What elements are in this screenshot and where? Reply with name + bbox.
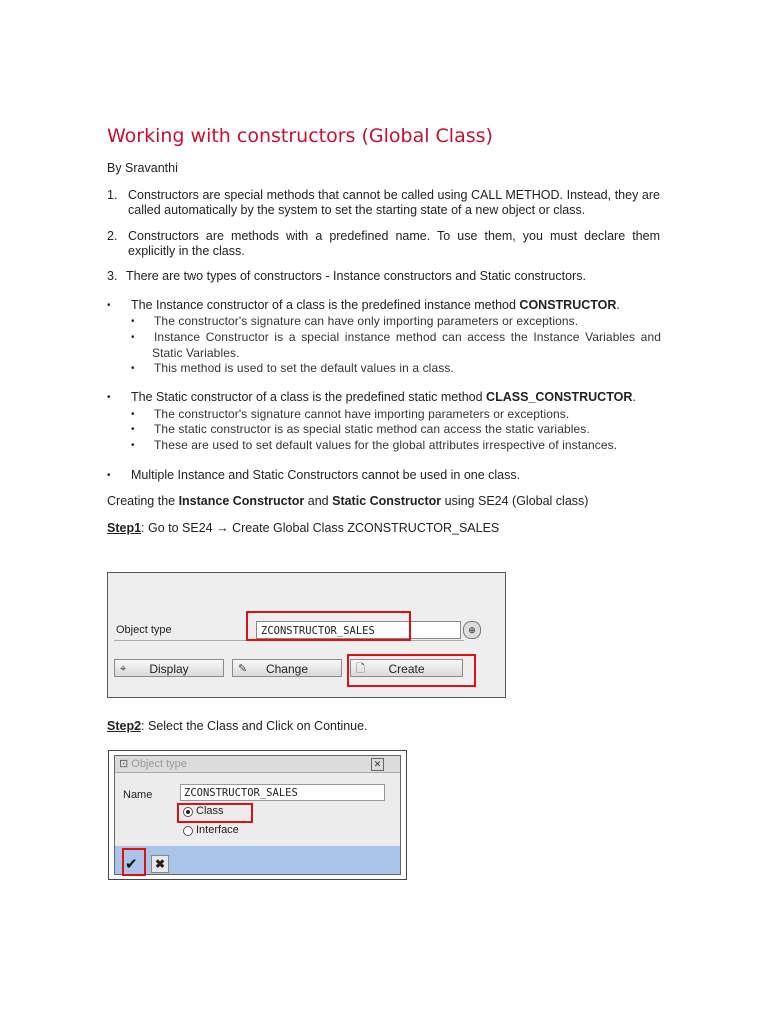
dialog-window bbox=[114, 755, 401, 875]
point-1 bbox=[107, 188, 660, 218]
instance-lead: The Instance constructor of a class is the predefined instance method bbox=[131, 298, 520, 312]
instance-sub-3: This method is used to set the default values in a class. bbox=[154, 361, 454, 375]
point-2 bbox=[107, 229, 660, 259]
bullet-icon: • bbox=[107, 470, 111, 481]
highlight-box bbox=[177, 803, 253, 823]
change-button[interactable] bbox=[232, 659, 342, 677]
point-text-cont: explicitly in the class. bbox=[128, 244, 245, 258]
object-type-input[interactable]: ZCONSTRUCTOR_SALES bbox=[256, 621, 461, 639]
instance-keyword: CONSTRUCTOR bbox=[519, 298, 617, 312]
bullet-icon: • bbox=[131, 440, 135, 451]
page-title: Working with constructors (Global Class) bbox=[107, 125, 493, 147]
point-num: 3. bbox=[107, 269, 118, 283]
creating-a: Creating the bbox=[107, 494, 179, 508]
instance-end: . bbox=[616, 298, 620, 312]
static-sub-3: These are used to set default values for the global attributes irrespective of instances. bbox=[154, 438, 618, 452]
highlight-box bbox=[122, 848, 146, 876]
bullet-icon: • bbox=[107, 392, 111, 403]
instance-sub-1: The constructor's signature can have only importing parameters or exceptions. bbox=[154, 314, 579, 328]
creating-d: Static Constructor bbox=[332, 494, 442, 508]
change-label: Change bbox=[265, 662, 309, 676]
creating-c: and bbox=[304, 494, 333, 508]
static-lead: The Static constructor of a class is the predefined static method bbox=[131, 390, 487, 404]
point-text: Constructors are special methods that cannot be called using CALL METHOD. Instead, they are bbox=[128, 188, 660, 202]
new-document-icon: 🗋 bbox=[356, 663, 365, 675]
step2-text: : Select the Class and Click on Continue. bbox=[141, 719, 368, 733]
static-bullet bbox=[131, 390, 636, 405]
step1-text: : Go to SE24 → Create Global Class ZCONSTRUCTOR_SALES bbox=[141, 521, 500, 535]
creating-e: using SE24 (Global class) bbox=[441, 494, 589, 508]
multi-bullet: Multiple Instance and Static Constructors cannot be used in one class. bbox=[131, 468, 521, 482]
instance-sub-2: Instance Constructor is a special instance method can access the Instance Variables and bbox=[154, 330, 661, 344]
step2 bbox=[107, 719, 368, 734]
close-icon[interactable]: ✕ bbox=[371, 758, 384, 771]
point-text: Constructors are methods with a predefined name. To use them, you must declare them bbox=[128, 229, 660, 243]
static-end: . bbox=[632, 390, 636, 404]
name-label: Name bbox=[123, 789, 153, 801]
object-type-dialog-screenshot bbox=[108, 750, 407, 880]
pencil-icon: ✎ bbox=[238, 663, 248, 675]
highlight-box bbox=[347, 654, 476, 687]
continue-check-icon[interactable]: ✔ bbox=[125, 856, 138, 873]
name-input[interactable]: ZCONSTRUCTOR_SALES bbox=[180, 784, 385, 801]
instance-sub-2-cont: Static Variables. bbox=[152, 346, 240, 360]
se24-screenshot bbox=[107, 572, 506, 698]
dialog-title: Object type bbox=[131, 758, 187, 770]
static-sub-1: The constructor's signature cannot have importing parameters or exceptions. bbox=[154, 407, 570, 421]
step1-label: Step1 bbox=[107, 521, 142, 535]
point-text: There are two types of constructors - Instance constructors and Static constructors. bbox=[126, 269, 586, 283]
step1 bbox=[107, 521, 499, 536]
interface-radio-label: Interface bbox=[196, 824, 239, 836]
creating-line bbox=[107, 494, 588, 509]
dialog-title-bar bbox=[115, 756, 400, 773]
glasses-icon: ⌖ bbox=[120, 663, 127, 675]
static-sub-2: The static constructor is as special static method can access the static variables. bbox=[154, 422, 590, 436]
display-button[interactable] bbox=[114, 659, 224, 677]
class-radio-label: Class bbox=[196, 805, 224, 817]
bullet-icon: • bbox=[131, 363, 135, 374]
create-label: Create bbox=[388, 662, 425, 676]
point-3 bbox=[107, 269, 660, 284]
bullet-icon: • bbox=[131, 332, 135, 343]
search-help-icon[interactable]: ⊕ bbox=[463, 621, 481, 639]
author: By Sravanthi bbox=[107, 161, 178, 175]
step2-label: Step2 bbox=[107, 719, 142, 733]
bullet-icon: • bbox=[131, 316, 135, 327]
instance-bullet bbox=[131, 298, 620, 313]
display-label: Display bbox=[149, 662, 189, 676]
bullet-icon: • bbox=[131, 409, 135, 420]
highlight-box bbox=[246, 611, 411, 641]
point-num: 1. bbox=[107, 188, 118, 202]
creating-b: Instance Constructor bbox=[178, 494, 305, 508]
static-keyword: CLASS_CONSTRUCTOR bbox=[486, 390, 633, 404]
window-icon: ⊡ bbox=[119, 758, 129, 770]
bullet-icon: • bbox=[131, 424, 135, 435]
point-text-cont: called automatically by the system to set the starting state of a new object or class. bbox=[128, 203, 586, 217]
cancel-x-icon[interactable]: ✖ bbox=[151, 855, 169, 873]
point-num: 2. bbox=[107, 229, 118, 243]
bullet-icon: • bbox=[107, 300, 111, 311]
interface-radio[interactable] bbox=[183, 826, 193, 836]
object-type-label: Object type bbox=[116, 624, 172, 636]
